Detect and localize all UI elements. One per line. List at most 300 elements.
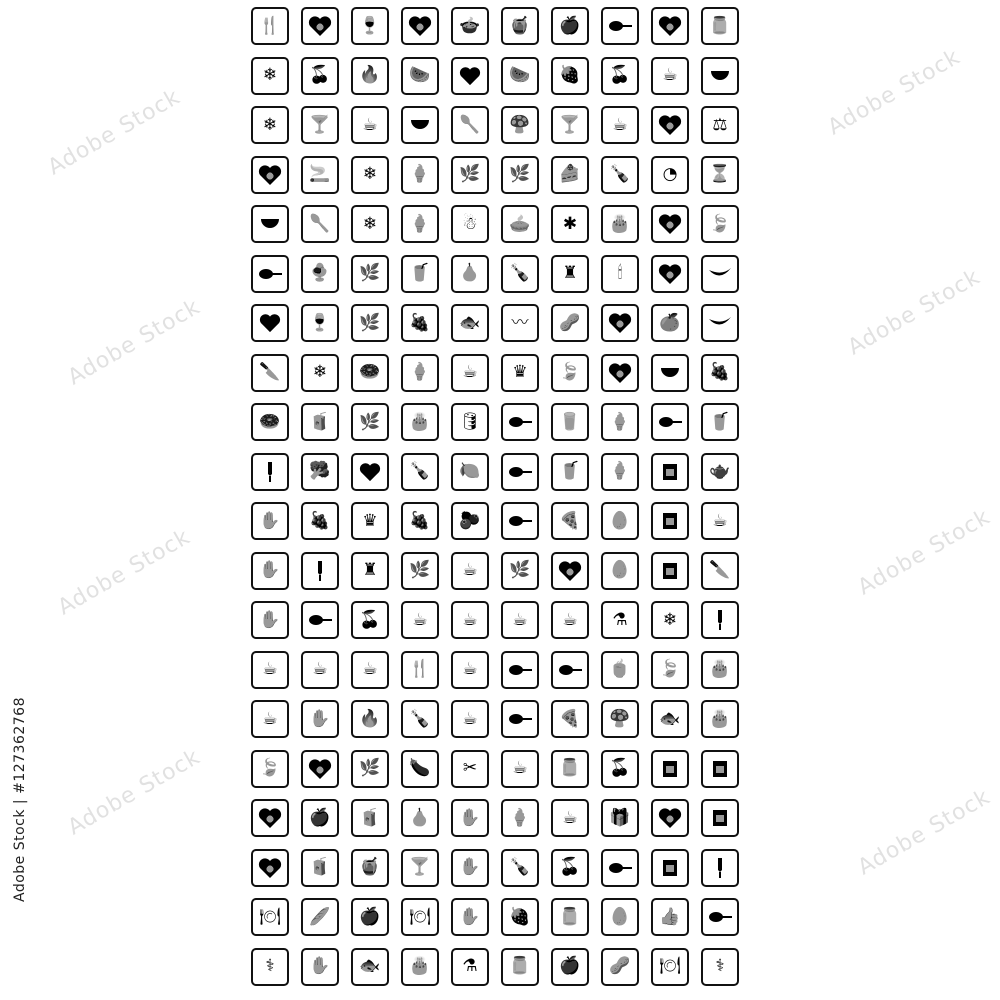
coffee-cup-icon: ☕	[362, 659, 378, 679]
mushroom-icon: 🍄	[609, 708, 631, 729]
pot-icon: 🍯	[359, 857, 381, 877]
bottle-icon: 🍾	[409, 708, 431, 729]
heart-food-icon	[658, 213, 682, 235]
icon-tile	[301, 849, 339, 887]
icon-tile	[251, 651, 289, 689]
icon-tile	[601, 354, 639, 392]
jar-icon: 🫙	[559, 906, 581, 927]
stock-id-label: Adobe Stock | #127362768	[12, 697, 28, 902]
icon-tile	[501, 849, 539, 887]
egg-icon: 🥚	[609, 510, 631, 531]
raspberry-icon: 🫐	[459, 510, 481, 531]
icon-tile	[351, 453, 389, 491]
frying-pan-icon	[308, 612, 332, 628]
cherries-icon: 🍒	[559, 857, 581, 877]
icon-tile	[601, 898, 639, 936]
icon-tile	[401, 898, 439, 936]
ice-cream-icon: 🍦	[509, 807, 531, 828]
chef-hat-icon: ♛	[362, 510, 378, 531]
icon-tile	[301, 354, 339, 392]
broccoli-icon: 🥦	[309, 461, 331, 481]
banana-icon	[708, 315, 732, 331]
plate-cutlery-icon: 🍽	[259, 906, 281, 927]
coffee-cup-icon: ☕	[412, 609, 428, 630]
bottle-icon: 🍾	[509, 263, 531, 283]
caduceus-icon: ⚕	[715, 956, 725, 976]
flame-icon: 🔥	[359, 65, 381, 85]
icon-tile	[401, 502, 439, 540]
fish-icon: 🐟	[359, 956, 381, 976]
jar-icon: 🫙	[559, 758, 581, 778]
coffee-cup-icon: ☕	[712, 510, 728, 531]
sundae-icon: 🍨	[309, 263, 331, 283]
spoon-icon: 🥄	[309, 213, 331, 234]
icon-tile	[651, 354, 689, 392]
watermark: Adobe Stock	[843, 264, 985, 361]
icon-tile	[651, 205, 689, 243]
coffee-cup-icon: ☕	[312, 659, 328, 679]
icon-tile	[301, 304, 339, 342]
icon-tile	[501, 750, 539, 788]
juice-icon: 🧃	[309, 411, 331, 432]
cherries-icon: 🍒	[309, 65, 331, 85]
icon-tile	[701, 552, 739, 590]
icon-tile	[551, 304, 589, 342]
icon-tile	[451, 849, 489, 887]
watermark: Adobe Stock	[53, 524, 195, 621]
icon-tile	[651, 255, 689, 293]
serving-hand-icon: ✋	[309, 708, 331, 729]
cherries-icon: 🍒	[609, 65, 631, 85]
serving-hand-icon: ✋	[309, 956, 331, 976]
coffee-bean-icon: ☕	[262, 708, 278, 729]
pepper-mill-icon: ♜	[362, 560, 378, 580]
icon-tile	[251, 750, 289, 788]
icon-tile	[301, 205, 339, 243]
ice-cream-icon: 🍦	[409, 362, 431, 382]
bottle-icon: 🍾	[509, 857, 531, 877]
thumbs-up-icon: 👍	[659, 906, 681, 927]
heart-food-icon	[308, 758, 332, 780]
icon-tile	[501, 106, 539, 144]
icon-tile	[401, 403, 439, 441]
icon-tile	[251, 57, 289, 95]
heart-icon	[259, 313, 281, 333]
leaf-icon: 🍃	[259, 758, 281, 778]
icon-tile	[501, 948, 539, 986]
icon-tile	[351, 799, 389, 837]
icon-tile	[351, 106, 389, 144]
icon-tile	[401, 106, 439, 144]
serving-hand-icon: ✋	[259, 609, 281, 630]
pepper-mill-icon: ♜	[562, 263, 578, 283]
mortar-pestle-icon: ⚗	[612, 609, 628, 630]
icon-tile	[351, 7, 389, 45]
serving-hand-icon: ✋	[459, 906, 481, 927]
orange-slice-icon: 🍊	[659, 312, 681, 333]
coffee-cup-icon: ☕	[462, 609, 478, 630]
recipe-book-icon	[712, 809, 728, 827]
frying-pan-icon	[508, 711, 532, 727]
icon-tile	[651, 799, 689, 837]
pipe-icon: 🚬	[309, 164, 331, 184]
grapes-icon: 🍇	[409, 312, 431, 333]
cake-icon: 🎂	[409, 411, 431, 432]
juice-icon: 🧃	[359, 807, 381, 828]
icon-tile	[501, 601, 539, 639]
knife-icon	[717, 857, 723, 879]
icon-tile	[551, 948, 589, 986]
icon-tile	[701, 651, 739, 689]
icon-tile	[701, 57, 739, 95]
icon-tile	[351, 304, 389, 342]
coffee-cup-icon: ☕	[462, 708, 478, 729]
icon-tile	[601, 750, 639, 788]
heart-food-icon	[608, 362, 632, 384]
cocktail-icon: 🍸	[409, 857, 431, 877]
icon-tile	[551, 354, 589, 392]
heart-food-icon	[658, 15, 682, 37]
herb-icon: 🌿	[359, 263, 381, 283]
knife-icon	[717, 609, 723, 631]
icon-tile	[601, 205, 639, 243]
bottle-icon: 🍾	[609, 164, 631, 184]
cake-slice-icon: 🍰	[559, 164, 581, 184]
snowflake-icon: ❄	[262, 114, 278, 135]
icon-tile	[301, 601, 339, 639]
icon-tile	[551, 601, 589, 639]
icon-tile	[551, 700, 589, 738]
snowflake-icon: ❄	[662, 609, 678, 630]
icon-tile	[551, 552, 589, 590]
icon-tile	[401, 750, 439, 788]
icon-tile	[501, 57, 539, 95]
snowflake-icon: ❄	[362, 164, 378, 184]
icon-tile	[551, 799, 589, 837]
lemon-icon: 🍋	[459, 461, 481, 481]
recipe-book-icon	[662, 463, 678, 481]
icon-tile	[451, 750, 489, 788]
icon-tile	[351, 948, 389, 986]
herb-icon: 🌿	[359, 312, 381, 333]
icon-tile	[601, 651, 639, 689]
heart-food-icon	[408, 15, 432, 37]
icon-tile	[351, 156, 389, 194]
icon-tile	[401, 205, 439, 243]
icon-tile	[551, 849, 589, 887]
frying-pan-icon	[508, 464, 532, 480]
icon-tile	[301, 552, 339, 590]
icon-tile	[251, 354, 289, 392]
icon-tile	[601, 7, 639, 45]
icon-tile	[651, 106, 689, 144]
icon-tile	[351, 205, 389, 243]
icon-tile	[701, 601, 739, 639]
icon-tile	[251, 700, 289, 738]
cleaver-icon: 🔪	[709, 560, 731, 580]
heart-icon	[359, 462, 381, 482]
caduceus-icon: ⚕	[265, 956, 275, 976]
pear-icon: 🍐	[409, 807, 431, 828]
icon-tile	[501, 552, 539, 590]
icon-tile	[651, 57, 689, 95]
icon-tile	[701, 106, 739, 144]
frying-pan-icon	[508, 662, 532, 678]
icon-tile	[551, 7, 589, 45]
icon-tile	[551, 255, 589, 293]
icon-tile	[251, 403, 289, 441]
apple-icon: 🍎	[309, 807, 331, 828]
cake-icon: 🎂	[609, 213, 631, 234]
frying-pan-icon	[258, 266, 282, 282]
heart-food-icon	[308, 15, 332, 37]
coffee-cup-icon: ☕	[462, 659, 478, 679]
frying-pan-icon	[508, 414, 532, 430]
pear-icon: 🍐	[459, 263, 481, 283]
coffee-bean-icon: ☕	[462, 362, 478, 382]
icon-tile	[651, 453, 689, 491]
coffee-cup-icon: ☕	[562, 609, 578, 630]
cake-icon: 🎂	[409, 956, 431, 976]
coffee-cup-icon: ☕	[612, 114, 628, 135]
knife-icon	[317, 560, 323, 582]
icon-tile	[351, 601, 389, 639]
icon-tile	[451, 651, 489, 689]
icon-tile	[701, 354, 739, 392]
icon-tile	[501, 700, 539, 738]
icon-tile	[251, 799, 289, 837]
icon-tile	[451, 354, 489, 392]
icon-tile	[351, 403, 389, 441]
heart-food-icon	[608, 312, 632, 334]
icon-tile	[601, 849, 639, 887]
coffee-cup-icon: ☕	[512, 758, 528, 778]
frying-pan-icon	[508, 513, 532, 529]
juice-icon: 🧃	[309, 857, 331, 877]
icon-tile	[401, 354, 439, 392]
fish-icon: 🐟	[459, 312, 481, 333]
wine-glass-icon: 🍷	[359, 15, 381, 36]
icon-tile	[501, 304, 539, 342]
recipe-book-icon	[662, 512, 678, 530]
recipe-book-icon	[662, 562, 678, 580]
icon-tile	[501, 7, 539, 45]
leaf-icon: 🍃	[559, 362, 581, 382]
icon-tile	[551, 57, 589, 95]
icon-tile	[651, 849, 689, 887]
icon-tile	[451, 106, 489, 144]
icon-tile	[601, 601, 639, 639]
icon-tile	[701, 7, 739, 45]
heart-food-icon	[658, 807, 682, 829]
heart-food-icon	[558, 560, 582, 582]
icon-tile	[351, 255, 389, 293]
peanut-icon: 🥜	[559, 312, 581, 333]
cocktail-icon: 🍸	[559, 114, 581, 135]
drink-icon: 🥤	[709, 411, 731, 432]
icon-tile	[351, 849, 389, 887]
icon-tile	[551, 403, 589, 441]
icon-tile	[551, 156, 589, 194]
frying-pan-icon	[608, 860, 632, 876]
icon-tile	[701, 453, 739, 491]
icon-tile	[651, 601, 689, 639]
coffee-cup-icon: ☕	[262, 659, 278, 679]
icon-tile	[251, 205, 289, 243]
cake-icon: 🎂	[709, 708, 731, 729]
pizza-slice-icon: 🍕	[559, 708, 581, 729]
icon-tile	[601, 700, 639, 738]
bowl-icon	[710, 70, 730, 82]
icon-tile	[451, 601, 489, 639]
serving-hand-icon: ✋	[259, 560, 281, 580]
coffee-bean-icon: ☕	[462, 560, 478, 580]
icon-tile	[401, 57, 439, 95]
icon-tile	[451, 156, 489, 194]
watermelon-icon: 🍉	[509, 65, 531, 85]
strawberry-icon: 🍓	[559, 65, 581, 85]
apple-icon: 🍎	[559, 956, 581, 976]
gift-box-icon: 🎁	[609, 807, 631, 828]
coffee-cup-icon: ☕	[512, 609, 528, 630]
heart-food-icon	[258, 857, 282, 879]
icon-tile	[501, 651, 539, 689]
frying-pan-icon	[708, 909, 732, 925]
icon-tile	[501, 453, 539, 491]
spatula-icon: 🥄	[459, 114, 481, 135]
hourglass-icon: ⏳	[709, 164, 731, 184]
icon-tile	[451, 700, 489, 738]
icon-tile	[451, 403, 489, 441]
icon-tile	[651, 552, 689, 590]
icon-tile	[401, 255, 439, 293]
eggplant-icon: 🍆	[409, 758, 431, 778]
bottle-icon: 🍾	[409, 461, 431, 481]
egg-icon: 🥚	[609, 560, 631, 580]
mortar-pestle-icon: ⚗	[462, 956, 478, 976]
kitchen-scale-icon: ⚖	[712, 114, 728, 135]
herb-icon: 🌿	[509, 560, 531, 580]
icon-tile	[501, 156, 539, 194]
plate-cutlery-icon: 🍽	[659, 956, 681, 976]
icon-tile	[701, 948, 739, 986]
icon-tile	[651, 948, 689, 986]
herb-icon: 🌿	[459, 164, 481, 184]
icon-tile	[351, 57, 389, 95]
strawberry-icon: 🍓	[509, 906, 531, 927]
icon-tile	[351, 898, 389, 936]
frying-pan-icon	[608, 18, 632, 34]
watermark: Adobe Stock	[853, 784, 995, 881]
herb-icon: 🌿	[409, 560, 431, 580]
watermark: Adobe Stock	[63, 294, 205, 391]
icon-tile	[501, 354, 539, 392]
icon-tile	[451, 304, 489, 342]
icon-tile	[301, 948, 339, 986]
icon-tile	[701, 700, 739, 738]
soup-bowl-icon: 🍲	[459, 15, 481, 36]
apple-icon: 🍎	[359, 906, 381, 927]
icon-tile	[251, 106, 289, 144]
icon-tile	[601, 403, 639, 441]
icon-tile	[701, 799, 739, 837]
icon-tile	[301, 7, 339, 45]
bowl-icon	[660, 367, 680, 379]
serving-hand-icon: ✋	[259, 510, 281, 531]
jar-icon: 🫙	[709, 15, 731, 36]
icon-tile	[701, 502, 739, 540]
cocktail-icon: 🍸	[309, 114, 331, 135]
icon-tile	[301, 255, 339, 293]
chef-hat-icon: ♛	[512, 362, 528, 382]
icon-tile	[251, 304, 289, 342]
icon-tile	[601, 502, 639, 540]
icon-tile	[551, 453, 589, 491]
leaf-icon: 🍃	[709, 213, 731, 234]
icon-tile	[551, 205, 589, 243]
icon-tile	[651, 403, 689, 441]
watermark: Adobe Stock	[823, 44, 965, 141]
pie-icon: 🥧	[509, 213, 531, 234]
icon-tile	[701, 403, 739, 441]
icon-grid	[251, 7, 739, 986]
icon-tile	[401, 849, 439, 887]
icon-tile	[651, 898, 689, 936]
icon-tile	[301, 106, 339, 144]
icon-tile	[601, 57, 639, 95]
frying-pan-icon	[558, 662, 582, 678]
watermark: Adobe Stock	[853, 504, 995, 601]
icon-tile	[651, 7, 689, 45]
drink-icon: 🥤	[559, 461, 581, 481]
icon-tile	[351, 502, 389, 540]
icon-tile	[651, 750, 689, 788]
bowl-icon	[260, 218, 280, 230]
icon-tile	[251, 898, 289, 936]
icon-tile	[701, 898, 739, 936]
icon-tile	[301, 750, 339, 788]
icon-tile	[651, 651, 689, 689]
gingerbread-man-icon: ☃	[462, 213, 478, 234]
cherries-icon: 🍒	[609, 758, 631, 778]
apple-icon: 🍎	[559, 15, 581, 36]
watermark: Adobe Stock	[43, 84, 185, 181]
icon-tile	[501, 898, 539, 936]
icon-tile	[301, 403, 339, 441]
icon-tile	[601, 552, 639, 590]
icon-tile	[301, 799, 339, 837]
eggs-icon: 🥚	[609, 906, 631, 927]
cup-icon: 🥛	[559, 411, 581, 432]
bowl-icon	[410, 119, 430, 131]
pot-icon: 🍯	[509, 15, 531, 36]
candles-icon: 🕯	[617, 263, 623, 283]
fork-knife-icon: 🍴	[409, 659, 431, 679]
serving-hand-icon: ✋	[459, 807, 481, 828]
icon-tile	[701, 849, 739, 887]
donut-icon: 🍩	[259, 411, 281, 432]
icon-tile	[251, 156, 289, 194]
icon-tile	[251, 948, 289, 986]
icon-tile	[451, 57, 489, 95]
icon-tile	[601, 255, 639, 293]
drink-icon: 🥤	[409, 263, 431, 283]
wine-bottle-icon: 🍷	[309, 312, 331, 333]
teapot-icon: 🫖	[709, 461, 731, 481]
frying-pan-icon	[658, 414, 682, 430]
icon-tile	[701, 205, 739, 243]
icon-tile	[551, 898, 589, 936]
